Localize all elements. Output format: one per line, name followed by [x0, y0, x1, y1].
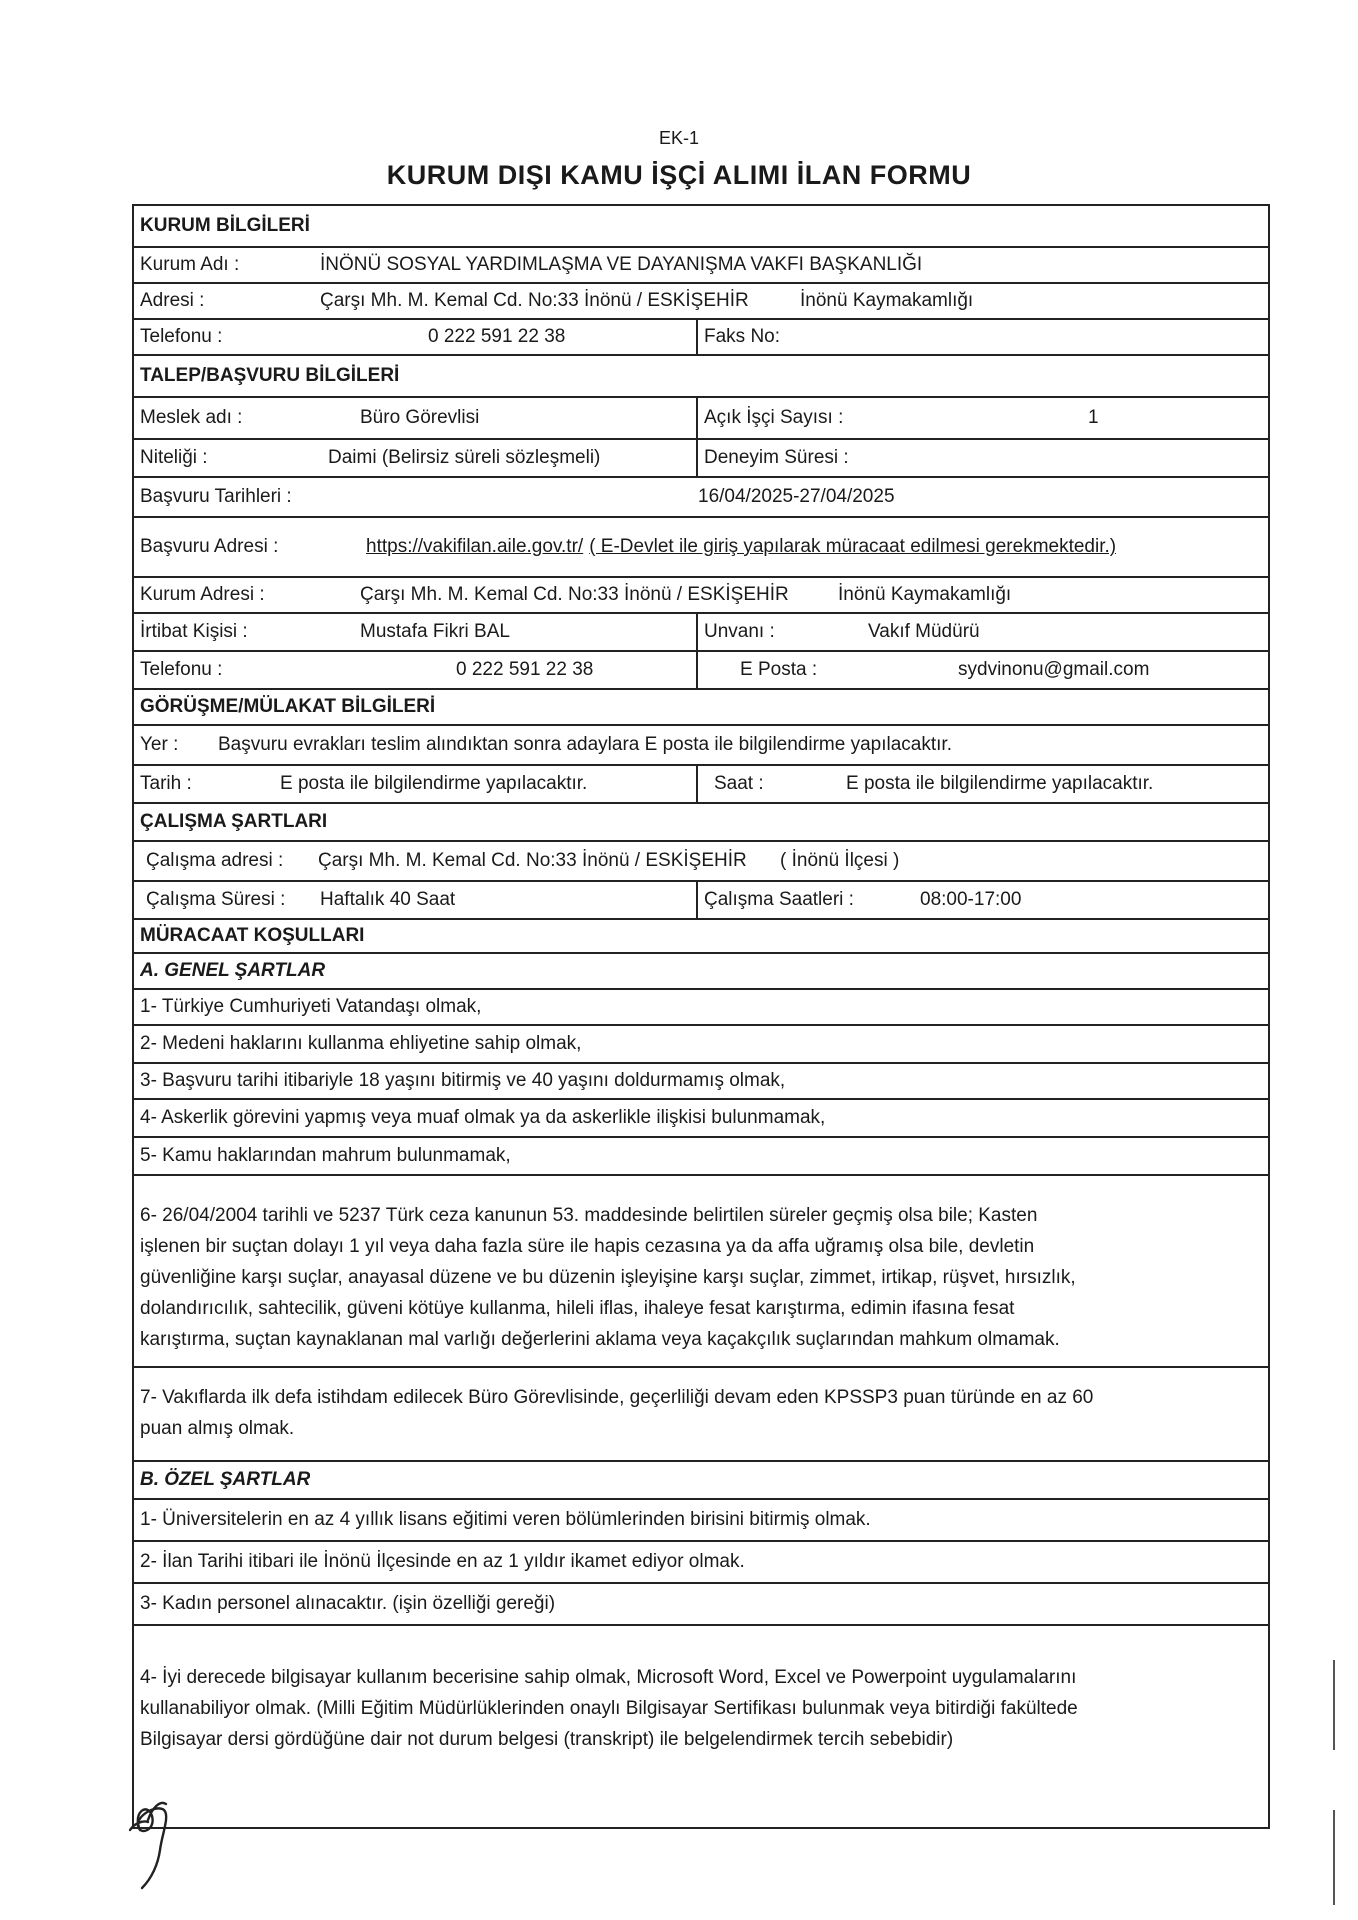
kurum-adi-value: İNÖNÜ SOSYAL YARDIMLAŞMA VE DAYANIŞMA VAKFI BAŞKANLIĞI [320, 254, 923, 275]
row-irtibat-telefon [134, 652, 1268, 690]
list-item [134, 1176, 1268, 1368]
row-kurum-adi [134, 248, 1268, 284]
paragraph-line: 4- İyi derecede bilgisayar kullanım becerisine sahip olmak, Microsoft Word, Excel ve Powerpoint uygulamalarını [140, 1667, 1077, 1688]
kurum-adresi-value: Çarşı Mh. M. Kemal Cd. No:33 İnönü / ESKİŞEHİR [360, 584, 789, 605]
list-item [134, 1584, 1268, 1626]
genel-item-6 [140, 1200, 1260, 1355]
list-item [134, 1368, 1268, 1462]
field-label: E Posta : [740, 659, 818, 680]
basvuru-tarih-value: 16/04/2025-27/04/2025 [698, 486, 895, 507]
ozel-item: 3- Kadın personel alınacaktır. (işin özelliği gereği) [140, 1593, 556, 1614]
list-item [134, 1542, 1268, 1584]
field-label: Çalışma Süresi : [146, 889, 286, 910]
list-item [134, 1626, 1268, 1829]
announcement-form [132, 204, 1270, 1829]
nitelik-value: Daimi (Belirsiz süreli sözleşmeli) [328, 447, 601, 468]
row-kurum-adres [134, 284, 1268, 320]
genel-item: 1- Türkiye Cumhuriyeti Vatandaşı olmak, [140, 996, 482, 1017]
scan-margin-mark [1333, 1660, 1335, 1750]
irtibat-telefon-value: 0 222 591 22 38 [456, 659, 594, 680]
calisma-adres-value: Çarşı Mh. M. Kemal Cd. No:33 İnönü / ESKİŞEHİR [318, 850, 747, 871]
field-label: Çalışma adresi : [146, 850, 284, 871]
kurum-adres-extra: İnönü Kaymakamlığı [800, 290, 974, 311]
row-meslek [134, 398, 1268, 440]
yer-value: Başvuru evrakları teslim alındıktan sonra adaylara E posta ile bilgilendirme yapılacaktır. [218, 734, 952, 755]
row-ozel-title [134, 1462, 1268, 1500]
list-item [134, 1138, 1268, 1176]
section-title: MÜRACAAT KOŞULLARI [140, 925, 365, 946]
row-nitelik [134, 440, 1268, 478]
ozel-item-4 [140, 1662, 1260, 1755]
section-gorusme [134, 690, 1268, 726]
cell-divider [696, 320, 698, 354]
row-genel-title [134, 954, 1268, 990]
ozel-sartlar-title: B. ÖZEL ŞARTLAR [140, 1469, 311, 1490]
genel-item: 5- Kamu haklarından mahrum bulunmamak, [140, 1145, 511, 1166]
field-label: Başvuru Tarihleri : [140, 486, 292, 507]
field-label: Unvanı : [704, 621, 775, 642]
list-item [134, 1026, 1268, 1064]
field-label: Açık İşçi Sayısı : [704, 407, 844, 428]
row-basvuru-tarihleri [134, 478, 1268, 518]
field-label: İrtibat Kişisi : [140, 621, 248, 642]
list-item [134, 990, 1268, 1026]
list-item [134, 1064, 1268, 1100]
irtibat-value: Mustafa Fikri BAL [360, 621, 510, 642]
cell-divider [696, 398, 698, 438]
section-kurum [134, 206, 1268, 248]
genel-item: 3- Başvuru tarihi itibariyle 18 yaşını bitirmiş ve 40 yaşını doldurmamış olmak, [140, 1070, 786, 1091]
eposta-value[interactable]: sydvinonu@gmail.com [958, 659, 1150, 680]
section-title: GÖRÜŞME/MÜLAKAT BİLGİLERİ [140, 696, 436, 717]
list-item [134, 1100, 1268, 1138]
row-irtibat [134, 614, 1268, 652]
field-label: Telefonu : [140, 326, 223, 347]
paragraph-line: Bilgisayar dersi gördüğüne dair not durum belgesi (transkript) ile belgelendirmek tercih sebebidir) [140, 1729, 954, 1750]
field-label: Niteliği : [140, 447, 208, 468]
row-tarih-saat [134, 766, 1268, 804]
section-calisma [134, 804, 1268, 842]
section-muracaat [134, 920, 1268, 954]
annex-label: EK-1 [658, 128, 700, 148]
unvan-value: Vakıf Müdürü [868, 621, 980, 642]
paragraph-line: kullanabiliyor olmak. (Milli Eğitim Müdürlüklerinden onaylı Bilgisayar Sertifikası bulunmak veya bitirdiği fakültede [140, 1698, 1078, 1719]
paragraph-line: dolandırıcılık, sahtecilik, güveni kötüye kullanma, hileli iflas, ihaleye fesat karıştırma, edimin ifasına fesat [140, 1298, 1015, 1319]
calisma-saatler-value: 08:00-17:00 [920, 889, 1022, 910]
row-kurum-adresi [134, 578, 1268, 614]
field-label: Meslek adı : [140, 407, 243, 428]
field-label: Yer : [140, 734, 179, 755]
row-calisma-adresi [134, 842, 1268, 882]
paragraph-line: 7- Vakıflarda ilk defa istihdam edilecek Büro Görevlisinde, geçerliliği devam eden KPSSP3 puan türünde en az 60 [140, 1387, 1094, 1408]
cell-divider [696, 766, 698, 802]
list-item [134, 1500, 1268, 1542]
field-label: Saat : [714, 773, 764, 794]
gorusme-tarih-value: E posta ile bilgilendirme yapılacaktır. [280, 773, 588, 794]
calisma-sure-value: Haftalık 40 Saat [320, 889, 456, 910]
field-label: Deneyim Süresi : [704, 447, 849, 468]
paragraph-line: 6- 26/04/2004 tarihli ve 5237 Türk ceza kanunun 53. maddesinde belirtilen süreler geçmiş olsa bile; Kasten [140, 1205, 1038, 1226]
cell-divider [696, 614, 698, 650]
ozel-item: 2- İlan Tarihi itibari ile İnönü İlçesinde en az 1 yıldır ikamet ediyor olmak. [140, 1551, 745, 1572]
row-yer [134, 726, 1268, 766]
section-talep [134, 356, 1268, 398]
paragraph-line: işlenen bir suçtan dolayı 1 yıl veya daha fazla süre ile hapis cezasına ya da affa uğramış olsa bile, devletin [140, 1236, 1035, 1257]
genel-item-7 [140, 1382, 1260, 1444]
field-label: Çalışma Saatleri : [704, 889, 854, 910]
field-label: Başvuru Adresi : [140, 536, 279, 557]
genel-sartlar-title: A. GENEL ŞARTLAR [140, 960, 326, 981]
cell-divider [696, 440, 698, 476]
field-label: Adresi : [140, 290, 205, 311]
cell-divider [696, 882, 698, 918]
field-label: Kurum Adresi : [140, 584, 265, 605]
kurum-telefon-value: 0 222 591 22 38 [428, 326, 566, 347]
gorusme-saat-value: E posta ile bilgilendirme yapılacaktır. [846, 773, 1154, 794]
section-title: TALEP/BAŞVURU BİLGİLERİ [140, 365, 400, 386]
scan-margin-mark [1333, 1810, 1335, 1905]
handwritten-signature-icon [112, 1790, 192, 1895]
basvuru-link[interactable]: https://vakifilan.aile.gov.tr/ [366, 536, 584, 557]
field-label: Faks No: [704, 326, 781, 347]
row-kurum-telefon [134, 320, 1268, 356]
paragraph-line: karıştırma, suçtan kaynaklanan mal varlığı değerlerini aklama veya kaçakçılık suçlarından mahkum olmamak. [140, 1329, 1060, 1350]
field-label: Kurum Adı : [140, 254, 240, 275]
paragraph-line: puan almış olmak. [140, 1418, 295, 1439]
section-title: ÇALIŞMA ŞARTLARI [140, 811, 328, 832]
field-label: Telefonu : [140, 659, 223, 680]
cell-divider [696, 652, 698, 688]
ozel-item: 1- Üniversitelerin en az 4 yıllık lisans eğitimi veren bölümlerinden birisini bitirmiş olmak. [140, 1509, 871, 1530]
genel-item: 2- Medeni haklarını kullanma ehliyetine sahip olmak, [140, 1033, 582, 1054]
row-basvuru-adresi [134, 518, 1268, 578]
paragraph-line: güvenliğine karşı suçlar, anayasal düzene ve bu düzenin işleyişine karşı suçlar, zimmet, irtikap, rüşvet, hırsızlık, [140, 1267, 1076, 1288]
basvuru-adres-group [366, 518, 1116, 576]
section-title: KURUM BİLGİLERİ [140, 215, 310, 236]
basvuru-note: ( E-Devlet ile giriş yapılarak müracaat edilmesi gerekmektedir.) [589, 536, 1117, 557]
calisma-adres-extra: ( İnönü İlçesi ) [780, 850, 900, 871]
row-calisma-suresi [134, 882, 1268, 920]
kurum-adresi-extra: İnönü Kaymakamlığı [838, 584, 1012, 605]
form-title: KURUM DIŞI KAMU İŞÇİ ALIMI İLAN FORMU [386, 160, 972, 190]
meslek-value: Büro Görevlisi [360, 407, 480, 428]
genel-item: 4- Askerlik görevini yapmış veya muaf olmak ya da askerlikle ilişkisi bulunmamak, [140, 1107, 826, 1128]
field-label: Tarih : [140, 773, 192, 794]
kurum-adres-value: Çarşı Mh. M. Kemal Cd. No:33 İnönü / ESKİŞEHİR [320, 290, 749, 311]
acik-isci-value: 1 [1088, 407, 1099, 428]
